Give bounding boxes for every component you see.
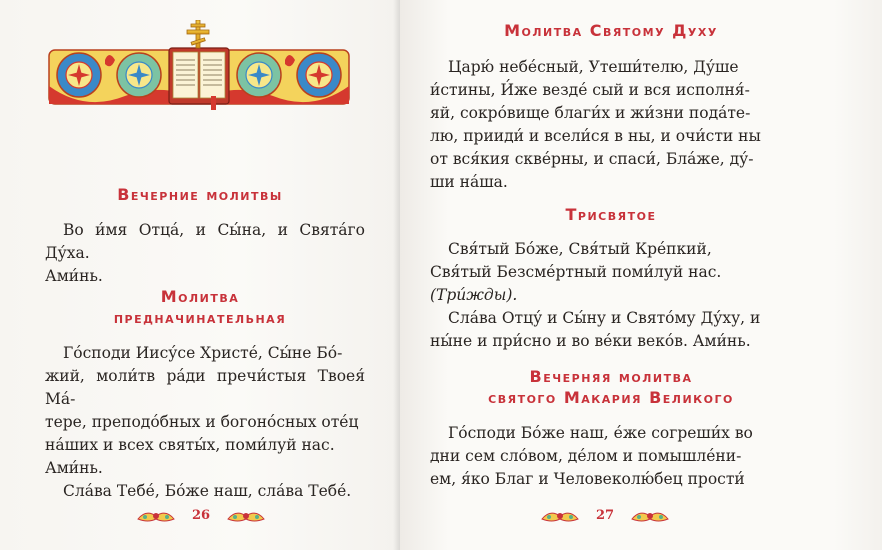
text-line: тере, преподо́бных и богоно́сных оте́ц [45, 413, 359, 431]
heading-preliminary-prayer [20, 286, 380, 328]
floral-medallion-icon [117, 53, 161, 97]
intro-invocation [45, 219, 365, 288]
floral-ornament-icon [630, 507, 670, 525]
floral-ornament-icon [540, 507, 580, 525]
heading-line: Молитва [160, 287, 240, 306]
text-line: Ами́нь. [45, 459, 103, 477]
orthodox-cross-icon [187, 20, 209, 48]
text-line: дни сем сло́вом, де́лом и помышле́ни- [430, 447, 742, 465]
floral-medallion-icon [57, 53, 101, 97]
macarius-prayer-text [430, 422, 780, 491]
text-line: Го́споди Бо́же наш, е́же согреши́х во [448, 424, 753, 442]
heading-evening-prayers: Вечерние молитвы [117, 185, 283, 204]
text-line: Ами́нь. [45, 267, 103, 285]
right-page [400, 0, 882, 550]
text-line: Во и́мя Отца́, и Сы́на, и Свята́го Ду́ха. [45, 221, 365, 262]
heading-trisagion: Трисвятое [565, 205, 657, 224]
text-line: ны́не и при́сно и во ве́ки веко́в. Ами́нь. [430, 332, 751, 350]
text-line: Свя́тый Бо́же, Свя́тый Кре́пкий, [448, 240, 712, 258]
text-line: и́стины, И́же везде́ сый и вся исполня́- [430, 81, 750, 99]
text-line: яй, сокро́вище благи́х и жи́зни пода́те- [430, 104, 751, 122]
heading-macarius-prayer [420, 366, 802, 408]
text-line: Свя́тый Безсме́ртный поми́луй нас. [430, 263, 722, 281]
heading-line: святого Макария Великого [488, 388, 734, 407]
holy-spirit-prayer-text [430, 56, 780, 194]
text-line: жий, моли́тв ра́ди пречи́стыя Твоея́ Ма́- [45, 367, 365, 408]
text-line: ши на́ша. [430, 173, 508, 191]
floral-medallion-icon [237, 53, 281, 97]
text-line: лю, прииди́ и всели́ся в ны, и очи́сти ны [430, 127, 761, 145]
text-line: Го́споди Иису́се Христе́, Сы́не Бо́- [63, 344, 343, 362]
heading-line: предначинательная [113, 308, 287, 327]
heading-holy-spirit-prayer: Молитва Святому Духу [504, 21, 718, 40]
floral-ornament-icon [136, 507, 176, 525]
left-page [0, 0, 400, 550]
preliminary-prayer-text [45, 342, 365, 503]
text-line: от вся́кия скве́рны, и спаси́, Бла́же, ду́- [430, 150, 754, 168]
heading-line: Вечерняя молитва [529, 367, 693, 386]
text-line: Сла́ва Тебе́, Бо́же наш, сла́ва Тебе́. [63, 482, 352, 500]
text-line: ем, я́ко Благ и Человеколю́бец прости́ [430, 470, 745, 488]
page-folio-right [540, 506, 670, 526]
page-folio-left [136, 506, 266, 526]
floral-medallion-icon [297, 53, 341, 97]
trisagion-text [430, 238, 780, 353]
headpiece-ornament [45, 20, 353, 112]
open-book-icon [169, 48, 229, 110]
text-line: на́ших и всех святы́х, поми́луй нас. [45, 436, 335, 454]
page-number: 27 [595, 508, 615, 523]
trisagion-note: (Три́жды). [430, 286, 518, 304]
text-line: Сла́ва Отцу́ и Сы́ну и Свято́му Ду́ху, и [448, 309, 761, 327]
text-line: Царю́ небе́сный, Утеши́телю, Ду́ше [448, 58, 739, 76]
floral-ornament-icon [226, 507, 266, 525]
page-number: 26 [191, 508, 211, 523]
